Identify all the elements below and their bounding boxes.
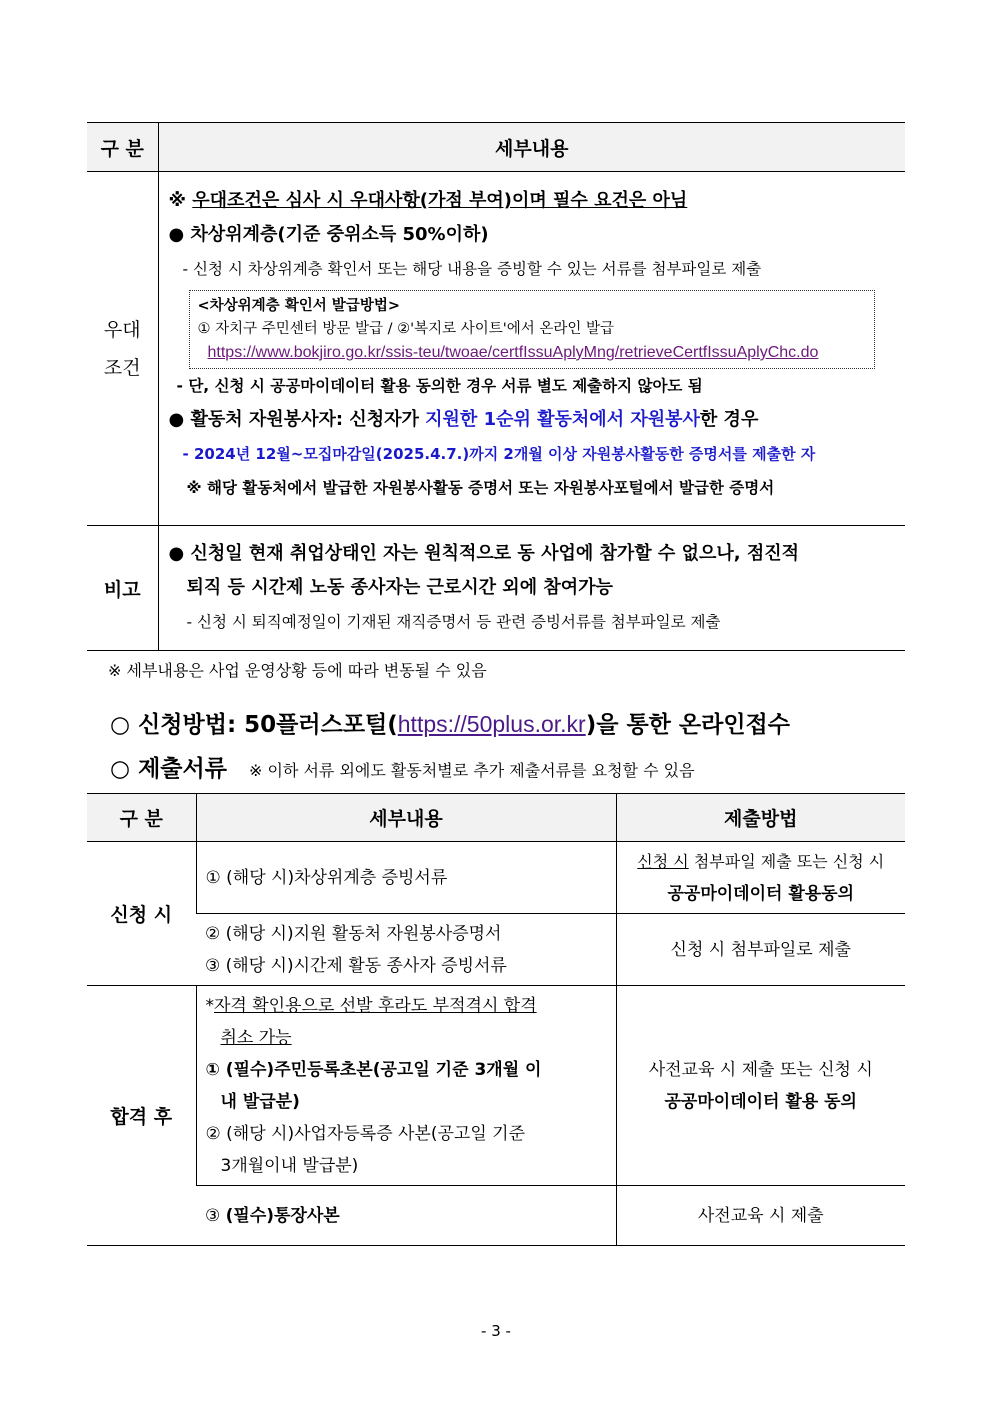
box-line: ① 자치구 주민센터 방문 발급 / ②'복지로 사이트'에서 온라인 발급	[197, 321, 615, 337]
note-mark: ※	[168, 190, 186, 211]
doc-bankbook: ③ (필수)통장사본	[196, 1186, 616, 1246]
apply-label: 신청 시	[87, 842, 196, 986]
item-low-income: 차상위계층(기준 중위소득 50%이하)	[190, 224, 489, 245]
bokjiro-link[interactable]: https://www.bokjiro.go.kr/ssis-teu/twoae/certfIssuAplyMng/retrieveCertfIssuAplyChc.do	[207, 344, 819, 361]
item-volunteer-note: ※ 해당 활동처에서 발급한 자원봉사활동 증명서 또는 자원봉사포털에서 발급한 증명서	[186, 479, 775, 497]
documents-heading: ○ 제출서류 ※ 이하 서류 외에도 활동처별로 추가 제출서류를 요청할 수 있음	[110, 756, 695, 782]
doc-business: ② (해당 시)사업자등록증 사본(공고일 기준	[205, 1123, 526, 1144]
remarks-sub: - 신청 시 퇴직예정일이 기재된 재직증명서 등 관련 증빙서류를 첨부파일로 제출	[186, 613, 721, 631]
doc-business-cont: 3개월이내 발급분)	[220, 1155, 359, 1176]
method-row3: 사전교육 시 제출 또는 신청 시 공공마이데이터 활용 동의	[616, 986, 905, 1186]
header-details: 세부내용	[196, 794, 616, 842]
issue-method-box	[189, 290, 876, 369]
method-row4: 사전교육 시 제출	[616, 1186, 905, 1246]
item-low-income-sub: - 신청 시 차상위계층 확인서 또는 해당 내용을 증빙할 수 있는 서류를 첨부파일로 제출	[182, 260, 762, 278]
box-title: <차상위계층 확인서 발급방법>	[197, 298, 400, 314]
item-volunteer: 활동처 자원봉사자: 신청자가 지원한 1순위 활동처에서 자원봉사한 경우	[190, 409, 759, 430]
doc-resident-cont: 내 발급분)	[220, 1091, 300, 1112]
preference-note: 우대조건은 심사 시 우대사항(가점 부여)이며 필수 요건은 아님	[192, 190, 688, 211]
preference-table: 구 분 세부내용 우대 조건 ※ 우대조건은 심사 시 우대사항(가점 부여)이며 필수 요건은 아님 ● 차상위계층(기준 중위소득 50%이하) - 신청 시 차상위계층 확인서 또는 해당 내용을 증빙할 수 있는 서류를 첨부파일로 제출 <차상위계층 확인서 발급방법> ① 자치구 주민센터 방문 발급 / ②'복지로 사이트'에서 온라인 발급 https://www.bokjiro.go.kr/ssis-teu/twoae/certfIssuAplyMng/retrieveCertfIssuAplyChc.do - 단, 신청 시 공공마이데이터 활용 동의한 경우 서류 별도 제출하지 않아도 됨 ● 활동처 자원봉사자: 신청자가 지원한 1순위 활동처에서 자원봉사한 경우 - 2024년 12월~모집마감일(2025.4.7.)까지 2개월 이상 자원봉사활동한 증명서를 제출한 자 ※ 해당 활동처에서 발급한 자원봉사활동 증명서 또는 자원봉사포털에서 발급한 증명서 비고 ● 신청일 현재 취업상태인 자는 원칙적으로 동 사업에 참가할 수 없으나, 점진적 퇴직 등 시간제 노동 종사자는 근로시간 외에 참여가능 - 신청 시 퇴직예정일이 기재된 재직증명서 등 관련 증빙서류를 첨부파일로 제출	[87, 122, 905, 651]
page-number: - 3 -	[481, 1322, 511, 1340]
header-category: 구 분	[87, 794, 196, 842]
doc-parttime: ③ (해당 시)시간제 활동 종사자 증빙서류	[205, 955, 507, 976]
item-volunteer-sub: - 2024년 12월~모집마감일(2025.4.7.)까지 2개월 이상 자원봉사활동한 증명서를 제출한 자	[182, 445, 816, 463]
remarks-label: 비고	[87, 526, 158, 651]
header-category: 구 분	[87, 123, 158, 172]
apply-method: ○ 신청방법: 50플러스포털(https://50plus.or.kr)을 통한 온라인접수	[110, 711, 790, 738]
doc-volunteer-cert: ② (해당 시)지원 활동처 자원봉사증명서	[205, 923, 502, 944]
remarks-item-cont: 퇴직 등 시간제 노동 종사자는 근로시간 외에 참여가능	[186, 577, 613, 598]
doc-low-income: ① (해당 시)차상위계층 증빙서류	[196, 842, 616, 914]
header-details: 세부내용	[158, 123, 905, 172]
method-row1: 신청 시 첨부파일 제출 또는 신청 시 공공마이데이터 활용동의	[616, 842, 905, 914]
item-low-income-sub2: - 단, 신청 시 공공마이데이터 활용 동의한 경우 서류 별도 제출하지 않아도 됨	[176, 377, 703, 395]
method-row2: 신청 시 첨부파일로 제출	[616, 914, 905, 986]
documents-table	[87, 793, 905, 1246]
portal-link[interactable]: https://50plus.or.kr	[397, 711, 586, 737]
doc-resident: ① (필수)주민등록초본(공고일 기준 3개월 이	[205, 1059, 542, 1080]
remarks-item: 신청일 현재 취업상태인 자는 원칙적으로 동 사업에 참가할 수 없으나, 점진적	[190, 543, 800, 564]
disqualify-warning: *자격 확인용으로 선발 후라도 부적격시 합격	[205, 995, 537, 1016]
header-method: 제출방법	[616, 794, 905, 842]
footnote: ※ 세부내용은 사업 운영상황 등에 따라 변동될 수 있음	[108, 661, 487, 680]
pass-label: 합격 후	[87, 986, 196, 1246]
preference-label: 우대 조건	[87, 172, 158, 526]
disqualify-warning-cont: 취소 가능	[220, 1027, 292, 1048]
